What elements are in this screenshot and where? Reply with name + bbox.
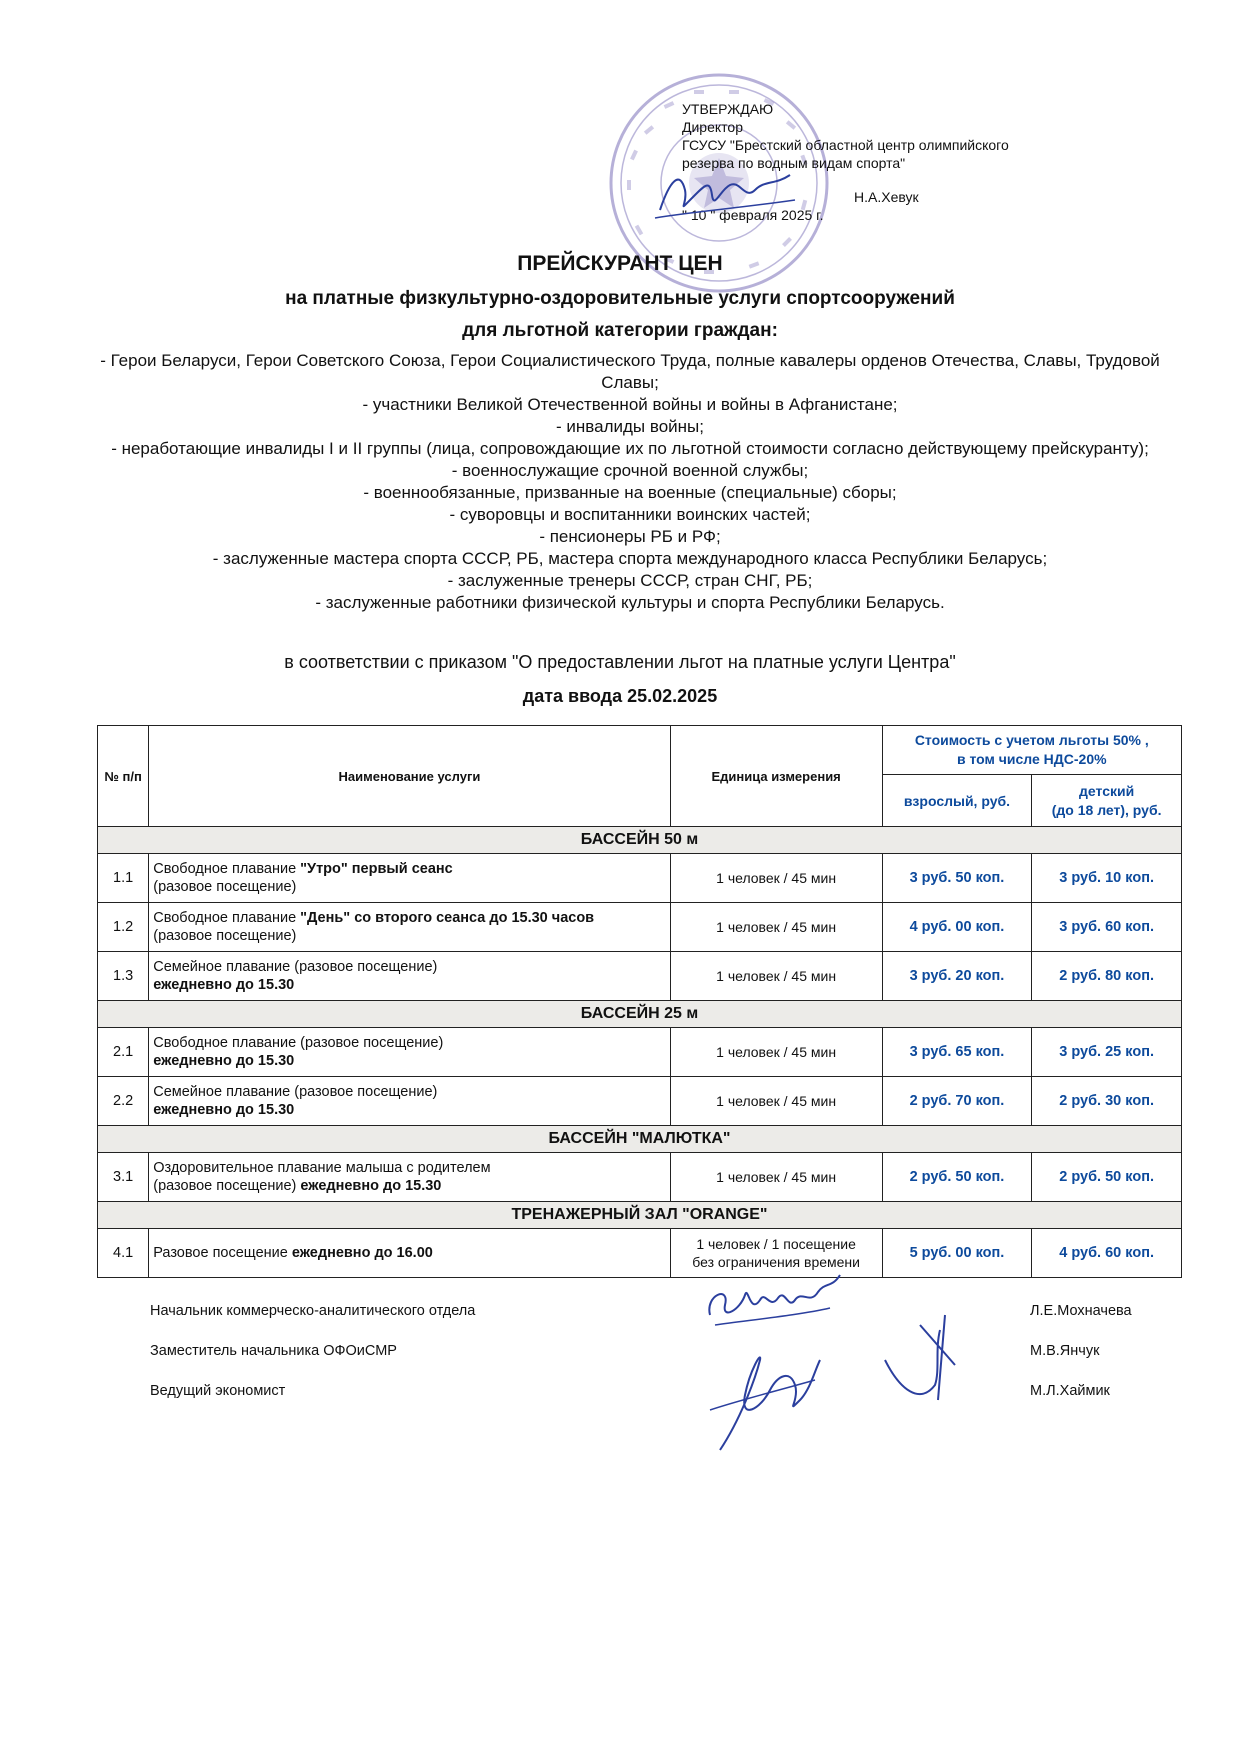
beneficiary-heading: для льготной категории граждан:	[462, 320, 778, 341]
signatory-name: Л.Е.Мохначева	[1030, 1303, 1132, 1319]
unit-line1: 1 человек / 45 мин	[716, 968, 837, 984]
category-item: - заслуженные тренеры СССР, стран СНГ, РБ;	[447, 571, 813, 590]
table-row	[98, 1153, 1182, 1202]
signature-mokhnacheva	[700, 1270, 850, 1340]
row-number: 2.1	[98, 1028, 149, 1077]
approver-position: Директор	[682, 119, 743, 135]
approver-organization-line2: резерва по водным видам спорта"	[682, 155, 906, 171]
service-text-bold: ежедневно до 15.30	[153, 1053, 295, 1069]
table-row	[98, 854, 1182, 903]
price-adult: 3 руб. 20 коп.	[882, 952, 1032, 1001]
table-row	[98, 1028, 1182, 1077]
service-name	[149, 903, 670, 952]
category-item: - Герои Беларуси, Герои Советского Союза, Герои Социалистического Труда, полные кавалеры орденов Отечества, Славы, Трудовой Славы;	[100, 351, 1160, 392]
service-name	[149, 854, 670, 903]
signature-khaimik	[700, 1340, 830, 1460]
service-text-bold: ежедневно до 15.30	[153, 977, 295, 993]
section-header-row	[98, 1126, 1182, 1153]
service-text: Свободное плавание (разовое посещение)	[153, 1035, 444, 1051]
service-name-line1	[153, 1244, 665, 1262]
col-header-child	[1032, 775, 1182, 827]
service-text: Свободное плавание	[153, 861, 301, 877]
service-text-bold: "День" со второго сеанса до 15.30 часов	[300, 910, 595, 926]
row-number: 4.1	[98, 1229, 149, 1278]
price-adult: 3 руб. 50 коп.	[882, 854, 1032, 903]
service-name-line1	[153, 860, 665, 878]
row-number: 1.2	[98, 903, 149, 952]
unit-of-measure	[670, 854, 882, 903]
service-name-line2	[153, 1052, 665, 1070]
table-row	[98, 903, 1182, 952]
price-adult: 2 руб. 50 коп.	[882, 1153, 1032, 1202]
signatory-title: Ведущий экономист	[150, 1383, 286, 1399]
document-title: ПРЕЙСКУРАНТ ЦЕН	[517, 252, 723, 275]
effective-date: дата ввода 25.02.2025	[522, 686, 718, 706]
service-text: Свободное плавание	[153, 910, 301, 926]
service-text-bold: ежедневно до 16.00	[291, 1245, 433, 1261]
service-name	[149, 1229, 670, 1278]
category-item: - заслуженные работники физической культуры и спорта Республики Беларусь.	[315, 593, 945, 612]
col-header-cost	[882, 726, 1181, 775]
service-text: Семейное плавание (разовое посещение)	[153, 959, 438, 975]
service-name-line1	[153, 1083, 665, 1101]
row-number: 2.2	[98, 1077, 149, 1126]
price-adult: 2 руб. 70 коп.	[882, 1077, 1032, 1126]
unit-of-measure	[670, 1028, 882, 1077]
category-item: - пенсионеры РБ и РФ;	[539, 527, 721, 546]
unit-of-measure	[670, 903, 882, 952]
unit-line1: 1 человек / 45 мин	[716, 1093, 837, 1109]
service-name-line1	[153, 1034, 665, 1052]
section-title: БАССЕЙН 25 м	[98, 1001, 1182, 1028]
col-header-adult: взрослый, руб.	[882, 775, 1032, 827]
service-text: (разовое посещение)	[153, 928, 297, 944]
service-text: Оздоровительное плавание малыша с родителем	[153, 1160, 491, 1176]
unit-of-measure	[670, 952, 882, 1001]
child-header-line2: (до 18 лет), руб.	[1051, 801, 1162, 818]
price-child: 4 руб. 60 коп.	[1032, 1229, 1182, 1278]
unit-line1: 1 человек / 45 мин	[716, 919, 837, 935]
document-subtitle: на платные физкультурно-оздоровительные услуги спортсооружений	[285, 288, 955, 309]
signatory-title: Заместитель начальника ОФОиСМР	[150, 1343, 397, 1359]
director-signature	[650, 160, 800, 230]
unit-line1: 1 человек / 45 мин	[716, 1044, 837, 1060]
section-title: БАССЕЙН "МАЛЮТКА"	[98, 1126, 1182, 1153]
section-title: ТРЕНАЖЕРНЫЙ ЗАЛ "ORANGE"	[98, 1202, 1182, 1229]
director-name: Н.А.Хевук	[854, 189, 919, 205]
signatory-name: М.В.Янчук	[1030, 1343, 1100, 1359]
unit-line2: без ограничения времени	[692, 1254, 860, 1270]
signatory-title: Начальник коммерческо-аналитического отдела	[150, 1303, 476, 1319]
unit-line1: 1 человек / 1 посещение	[696, 1236, 856, 1252]
service-text-bold: ежедневно до 15.30	[153, 1102, 295, 1118]
col-header-unit: Единица измерения	[670, 726, 882, 827]
price-adult: 4 руб. 00 коп.	[882, 903, 1032, 952]
cost-header-line2: в том числе НДС-20%	[957, 751, 1107, 767]
table-row	[98, 1077, 1182, 1126]
category-item: - инвалиды войны;	[556, 417, 704, 436]
approver-organization-line1: ГСУСУ "Брестский областной центр олимпийского	[682, 137, 1009, 153]
price-adult: 5 руб. 00 коп.	[882, 1229, 1032, 1278]
service-name	[149, 1153, 670, 1202]
price-child: 2 руб. 50 коп.	[1032, 1153, 1182, 1202]
service-name-line1	[153, 909, 665, 927]
price-child: 2 руб. 30 коп.	[1032, 1077, 1182, 1126]
unit-of-measure	[670, 1077, 882, 1126]
signature-yanchuk	[880, 1310, 970, 1410]
approval-date: " 10 " февраля 2025 г.	[682, 207, 824, 223]
child-header-line1: детский	[1079, 782, 1135, 799]
category-item: - неработающие инвалиды I и II группы (лица, сопровождающие их по льготной стоимости согласно действующему прейскуранту);	[111, 439, 1149, 458]
table-row	[98, 952, 1182, 1001]
price-child: 3 руб. 60 коп.	[1032, 903, 1182, 952]
category-item: - заслуженные мастера спорта СССР, РБ, мастера спорта международного класса Республики Беларусь;	[212, 549, 1048, 568]
category-item: - суворовцы и воспитанники воинских частей;	[449, 505, 811, 524]
col-header-number: № п/п	[98, 726, 149, 827]
category-item: - участники Великой Отечественной войны и войны в Афганистане;	[362, 395, 898, 414]
row-number: 1.1	[98, 854, 149, 903]
signatory-row	[150, 1303, 1140, 1323]
section-header-row	[98, 827, 1182, 854]
service-text: (разовое посещение)	[153, 879, 297, 895]
unit-of-measure	[670, 1153, 882, 1202]
category-item: - военнообязанные, призванные на военные (специальные) сборы;	[363, 483, 897, 502]
price-child: 2 руб. 80 коп.	[1032, 952, 1182, 1001]
service-text: (разовое посещение)	[153, 1178, 301, 1194]
col-header-service: Наименование услуги	[149, 726, 670, 827]
service-text-bold: "Утро" первый сеанс	[300, 861, 453, 877]
price-adult: 3 руб. 65 коп.	[882, 1028, 1032, 1077]
unit-line1: 1 человек / 45 мин	[716, 1169, 837, 1185]
service-text: Разовое посещение	[153, 1245, 292, 1261]
service-name	[149, 1028, 670, 1077]
section-header-row	[98, 1202, 1182, 1229]
section-header-row	[98, 1001, 1182, 1028]
service-text-bold: ежедневно до 15.30	[300, 1178, 442, 1194]
service-name-line2	[153, 1177, 665, 1195]
cost-header-line1: Стоимость с учетом льготы 50% ,	[914, 732, 1149, 748]
row-number: 3.1	[98, 1153, 149, 1202]
service-name-line2	[153, 976, 665, 994]
signatory-name: М.Л.Хаймик	[1030, 1383, 1110, 1399]
service-name-line2	[153, 1101, 665, 1119]
service-name-line1	[153, 958, 665, 976]
signatory-row	[150, 1383, 1140, 1403]
price-child: 3 руб. 25 коп.	[1032, 1028, 1182, 1077]
price-table-body	[98, 827, 1182, 1278]
order-reference: в соответствии с приказом "О предоставлении льгот на платные услуги Центра"	[284, 652, 956, 672]
service-name-line2	[153, 878, 665, 896]
service-name	[149, 1077, 670, 1126]
category-item: - военнослужащие срочной военной службы;	[451, 461, 809, 480]
section-title: БАССЕЙН 50 м	[98, 827, 1182, 854]
approve-label: УТВЕРЖДАЮ	[682, 101, 774, 117]
service-name-line2	[153, 927, 665, 945]
unit-line1: 1 человек / 45 мин	[716, 870, 837, 886]
row-number: 1.3	[98, 952, 149, 1001]
beneficiary-categories-list	[100, 350, 1160, 614]
service-name-line1	[153, 1159, 665, 1177]
service-text: Семейное плавание (разовое посещение)	[153, 1084, 438, 1100]
service-name	[149, 952, 670, 1001]
price-child: 3 руб. 10 коп.	[1032, 854, 1182, 903]
table-row	[98, 1229, 1182, 1278]
price-table	[97, 725, 1182, 1278]
signatory-row	[150, 1343, 1140, 1363]
